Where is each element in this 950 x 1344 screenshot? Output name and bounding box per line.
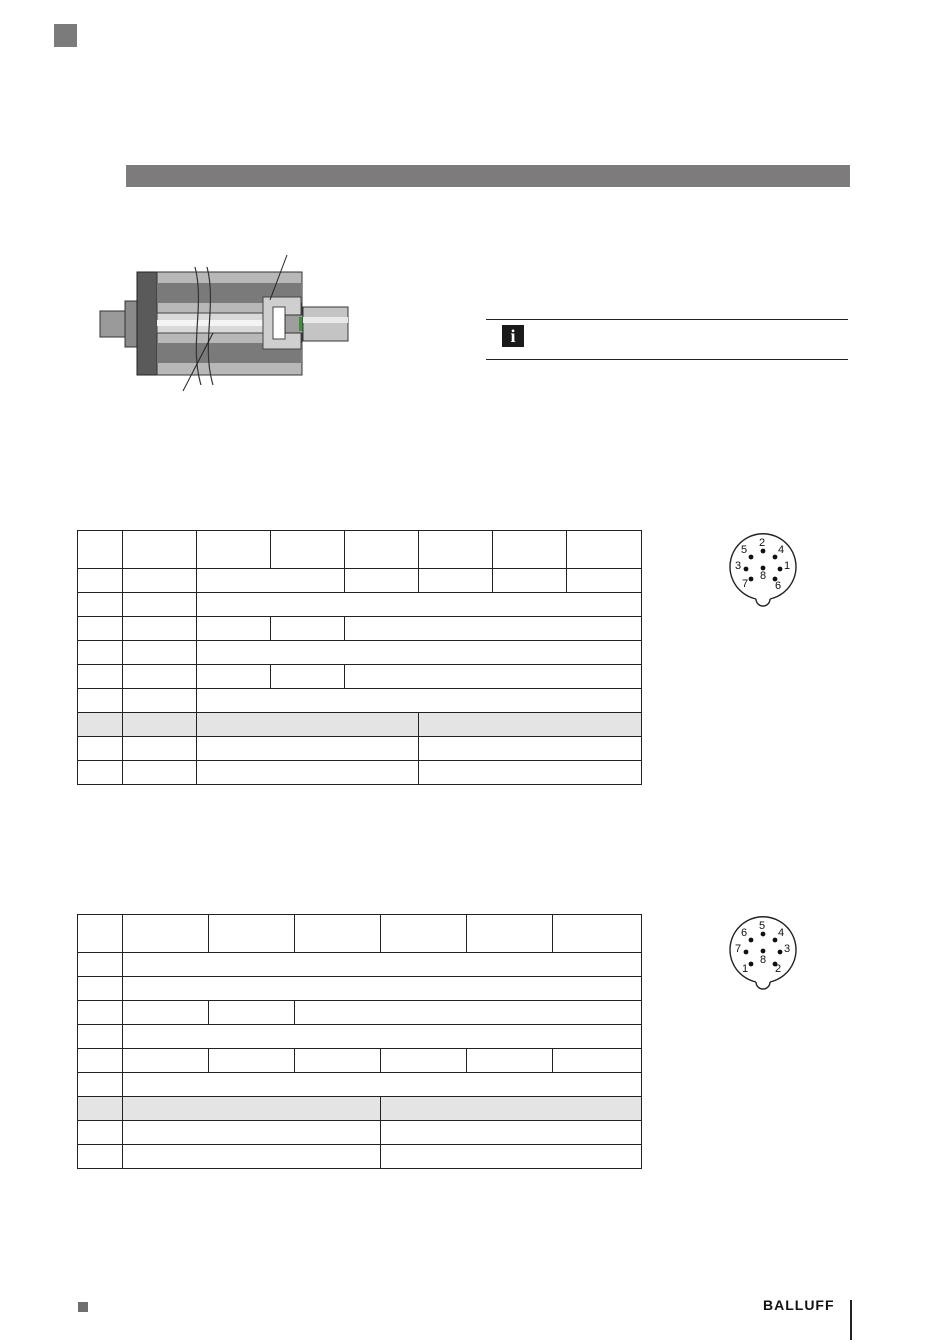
table-row: [78, 665, 642, 689]
table-row: [78, 1025, 642, 1049]
table-cell: [123, 977, 642, 1001]
table-cell: [295, 1001, 642, 1025]
table-cell: [553, 915, 642, 953]
section-header-bar: [126, 165, 850, 187]
table-cell: [345, 569, 419, 593]
info-icon: i: [502, 325, 524, 347]
table-cell: [345, 617, 642, 641]
table-cell: [123, 569, 197, 593]
note-rule-top: [486, 319, 848, 320]
note-rule-bottom: [486, 359, 848, 360]
table-cell: [493, 531, 567, 569]
pin-dot: [744, 950, 749, 955]
table-cell: [78, 641, 123, 665]
table-cell: [419, 531, 493, 569]
pin-dot: [749, 577, 754, 582]
footer-marker: [78, 1302, 88, 1312]
table-row: [78, 761, 642, 785]
table-cell: [419, 713, 642, 737]
pin-label: 4: [778, 927, 785, 939]
table-cell: [123, 617, 197, 641]
table-cell: [419, 569, 493, 593]
pin-label: 4: [778, 544, 785, 556]
table-cell: [197, 641, 642, 665]
table-cell: [197, 665, 271, 689]
pin-label: 1: [784, 560, 791, 572]
table-cell: [467, 1049, 553, 1073]
table-cell: [78, 593, 123, 617]
flange: [137, 272, 159, 375]
table-cell: [197, 617, 271, 641]
table-cell: [78, 1097, 123, 1121]
table-cell: [78, 1001, 123, 1025]
pin-dot: [773, 938, 778, 943]
table-row: [78, 593, 642, 617]
table-cell: [295, 915, 381, 953]
pin-dot: [778, 567, 783, 572]
pin-label: 6: [741, 927, 748, 939]
pin-assignment-table-2: [77, 914, 642, 1169]
footer-rule: [850, 1300, 852, 1340]
table-cell: [567, 569, 642, 593]
table-cell: [381, 1097, 642, 1121]
connector-pinout-diagram-2: [725, 914, 801, 990]
connector-seal: [299, 317, 303, 331]
table-cell: [493, 569, 567, 593]
table-row: [78, 689, 642, 713]
table-cell: [381, 1049, 467, 1073]
table-cell: [123, 1001, 209, 1025]
table-cell: [419, 737, 642, 761]
table-row: [78, 977, 642, 1001]
pin-label: 5: [741, 544, 748, 556]
pin-dot: [761, 932, 766, 937]
table-row: [78, 617, 642, 641]
table-cell: [123, 665, 197, 689]
pin-label: 5: [759, 920, 766, 932]
table-cell: [123, 915, 209, 953]
table-cell: [271, 531, 345, 569]
pin-label: 3: [735, 560, 742, 572]
head-cavity: [273, 307, 285, 339]
table-cell: [209, 1001, 295, 1025]
table-cell: [123, 1025, 642, 1049]
table-row: [78, 737, 642, 761]
table-row-shaded: [78, 713, 642, 737]
table-cell: [78, 761, 123, 785]
table-cell: [271, 617, 345, 641]
sensor-cross-section-illustration: [95, 245, 355, 395]
table-row: [78, 1121, 642, 1145]
table-cell: [197, 737, 419, 761]
table-cell: [123, 1049, 209, 1073]
table-row-shaded: [78, 1097, 642, 1121]
pin-label: 2: [775, 963, 782, 975]
table-cell: [197, 713, 419, 737]
pin-dot: [773, 555, 778, 560]
cable-highlight: [303, 317, 348, 323]
table-cell: [345, 665, 642, 689]
pin-label: 3: [784, 943, 791, 955]
table-header-row: [78, 915, 642, 953]
connector-key-notch: [756, 982, 770, 989]
table-cell: [197, 689, 642, 713]
table-cell: [78, 1025, 123, 1049]
pin-label: 7: [735, 943, 742, 955]
connector-key-notch: [756, 599, 770, 606]
table-cell: [123, 713, 197, 737]
table-cell: [197, 761, 419, 785]
pin-label: 6: [775, 580, 782, 592]
table-cell: [123, 531, 197, 569]
table-cell: [197, 531, 271, 569]
pin-label: 2: [759, 537, 766, 549]
table-row: [78, 1001, 642, 1025]
pin-dot: [761, 549, 766, 554]
table-cell: [78, 953, 123, 977]
table-cell: [78, 977, 123, 1001]
page-corner-marker: [54, 24, 77, 47]
table-cell: [209, 915, 295, 953]
pin-dot: [749, 938, 754, 943]
cable: [303, 307, 348, 341]
table-cell: [123, 641, 197, 665]
table-cell: [123, 761, 197, 785]
table-row: [78, 1049, 642, 1073]
table-cell: [197, 569, 345, 593]
table-cell: [78, 531, 123, 569]
pin-label: 8: [760, 954, 767, 966]
pin-dot: [744, 567, 749, 572]
table-cell: [123, 1145, 381, 1169]
table-cell: [197, 593, 642, 617]
table-cell: [271, 665, 345, 689]
table-cell: [123, 953, 642, 977]
table-cell: [78, 569, 123, 593]
table-cell: [381, 915, 467, 953]
pin-label: 1: [742, 963, 749, 975]
table-cell: [78, 1073, 123, 1097]
table-cell: [419, 761, 642, 785]
table-cell: [78, 713, 123, 737]
table-cell: [553, 1049, 642, 1073]
table-cell: [567, 531, 642, 569]
table-cell: [78, 689, 123, 713]
table-cell: [209, 1049, 295, 1073]
table-cell: [295, 1049, 381, 1073]
pin-label: 7: [742, 578, 749, 590]
pin-dot: [749, 555, 754, 560]
table-row: [78, 1145, 642, 1169]
pin-dot: [761, 949, 766, 954]
table-cell: [467, 915, 553, 953]
table-cell: [78, 737, 123, 761]
table-cell: [78, 1121, 123, 1145]
table-cell: [78, 617, 123, 641]
table-cell: [345, 531, 419, 569]
table-cell: [78, 1145, 123, 1169]
table-cell: [123, 689, 197, 713]
pin-label: 8: [760, 570, 767, 582]
table-cell: [123, 1097, 381, 1121]
pin-dot: [778, 950, 783, 955]
table-cell: [123, 1121, 381, 1145]
table-cell: [78, 665, 123, 689]
table-cell: [123, 1073, 642, 1097]
pin-dot: [749, 962, 754, 967]
pin-assignment-table-1: [77, 530, 642, 785]
table-cell: [381, 1145, 642, 1169]
table-header-row: [78, 531, 642, 569]
table-cell: [78, 915, 123, 953]
connector-pinout-diagram-1: [725, 531, 801, 607]
table-row: [78, 641, 642, 665]
table-row: [78, 953, 642, 977]
table-cell: [123, 737, 197, 761]
table-cell: [78, 1049, 123, 1073]
table-cell: [381, 1121, 642, 1145]
balluff-logo: BALLUFF: [763, 1297, 835, 1313]
table-row: [78, 1073, 642, 1097]
table-row: [78, 569, 642, 593]
table-cell: [123, 593, 197, 617]
